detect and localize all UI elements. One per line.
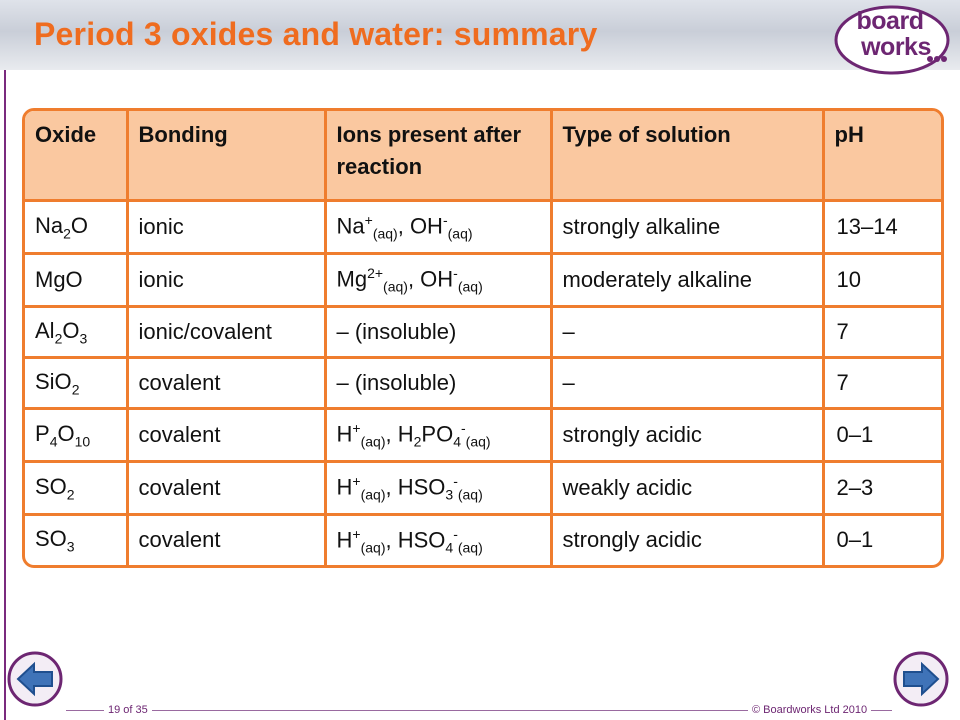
cell-ions: $Mg^{2+}_{(aq)}$, $OH^-_{(aq)}$ — [325, 254, 551, 307]
cell-ph: 0–1 — [823, 408, 941, 461]
cell-ph: 7 — [823, 307, 941, 358]
previous-slide-button[interactable] — [6, 650, 64, 708]
summary-table — [25, 111, 941, 565]
cell-ions: $H^+_{(aq)}$, $HSO_4^-_{(aq)}$ — [325, 514, 551, 565]
header-ph: pH — [823, 111, 941, 201]
cell-oxide: $SO_3$ — [25, 514, 127, 565]
cell-bonding: ionic — [127, 254, 325, 307]
cell-bonding: covalent — [127, 514, 325, 565]
logo-text — [832, 8, 948, 60]
cell-ions: $H^+_{(aq)}$, $HSO_3^-_{(aq)}$ — [325, 461, 551, 514]
page-number: 19 of 35 — [104, 704, 152, 716]
cell-ions: – (insoluble) — [325, 307, 551, 358]
cell-ph: 0–1 — [836, 527, 874, 553]
cell-ions: $Na^+_{(aq)}$, $OH^-_{(aq)}$ — [325, 201, 551, 254]
copyright-text: © Boardworks Ltd 2010 — [748, 704, 871, 716]
table-row — [25, 357, 941, 408]
header-solution: Type of solution — [551, 111, 823, 201]
left-border — [4, 0, 6, 720]
boardworks-logo — [832, 2, 956, 78]
table-row — [25, 307, 941, 358]
table-row — [25, 461, 941, 514]
cell-solution: moderately alkaline — [551, 254, 823, 307]
cell-oxide: $SO_2$ — [25, 461, 127, 514]
table-header-row — [25, 111, 941, 201]
cell-solution: strongly acidic — [551, 408, 823, 461]
cell-solution: – — [551, 307, 823, 358]
table-body — [25, 201, 941, 566]
cell-oxide: $Na_2O$ — [25, 201, 127, 254]
cell-solution: strongly acidic — [551, 514, 823, 565]
cell-ph: 13–14 — [823, 201, 941, 254]
cell-bonding: covalent — [127, 357, 325, 408]
cell-bonding: ionic — [127, 201, 325, 254]
table-row — [25, 514, 941, 565]
arrow-left-icon — [6, 650, 64, 708]
cell-oxide: $Al_2O_3$ — [25, 307, 127, 358]
cell-solution: strongly alkaline — [551, 201, 823, 254]
table-row — [25, 408, 941, 461]
cell-solution: weakly acidic — [551, 461, 823, 514]
cell-solution: – — [551, 357, 823, 408]
cell-bonding: covalent — [127, 461, 325, 514]
cell-oxide: MgO — [25, 254, 127, 307]
arrow-right-icon — [892, 650, 950, 708]
table-row — [25, 254, 941, 307]
header-ions: Ions present after reaction — [325, 111, 551, 201]
cell-bonding: ionic/covalent — [127, 307, 325, 358]
header-oxide: Oxide — [25, 111, 127, 201]
logo-line-2: works — [861, 33, 931, 61]
cell-oxide: $P_4O_{10}$ — [25, 408, 127, 461]
next-slide-button[interactable] — [892, 650, 950, 708]
table-row — [25, 201, 941, 254]
cell-bonding: covalent — [127, 408, 325, 461]
cell-ph: 2–3 — [823, 461, 941, 514]
cell-ph: 10 — [823, 254, 941, 307]
cell-ph: 7 — [823, 357, 941, 408]
cell-ions: – (insoluble) — [325, 357, 551, 408]
cell-oxide: SiO$_2$ — [25, 357, 127, 408]
logo-line-1: board — [856, 7, 924, 35]
header-bonding: Bonding — [127, 111, 325, 201]
cell-ions: $H^+_{(aq)}$, $H_2PO_4^-_{(aq)}$ — [325, 408, 551, 461]
page-title: Period 3 oxides and water: summary — [34, 16, 598, 52]
summary-table-frame — [22, 108, 944, 568]
